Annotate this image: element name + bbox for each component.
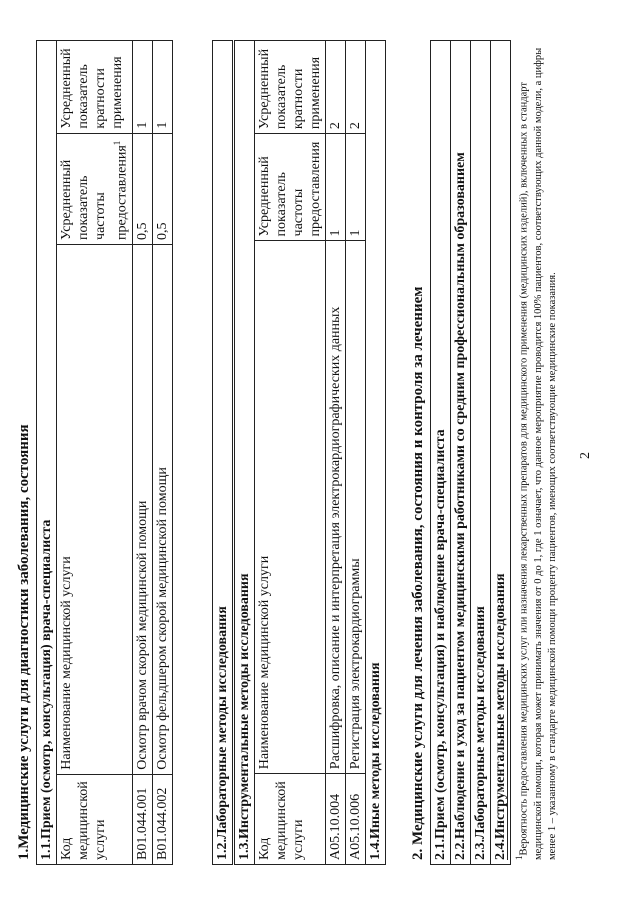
cell-mult: 2 [346, 41, 366, 134]
cell-name: Регистрация электрокардиограммы [346, 241, 366, 774]
header-freq: Усредненный показатель частоты предоставления [255, 134, 326, 241]
subsection-2-1-title: 2.1.Прием (осмотр, консультация) и наблюдение врача-специалиста [431, 41, 451, 865]
cell-mult: 1 [152, 41, 172, 134]
table-section-row [471, 41, 491, 865]
table-header-row [57, 41, 133, 865]
table-section-row [366, 41, 386, 865]
table-row [326, 41, 346, 865]
cell-name: Расшифровка, описание и интерпретация электрокардиографических данных [326, 241, 346, 774]
section-2-title: 2. Медицинские услуги для лечения заболевания, состояния и контроля за лечением [410, 286, 426, 860]
header-mult: Усредненный показатель кратности применения [57, 41, 133, 134]
footnote [512, 40, 560, 860]
subsection-2-3-title: 2.3.Лабораторные методы исследования [471, 41, 491, 865]
subsection-1-2-title: 1.2.Лабораторные методы исследования [213, 41, 233, 865]
table-1-1 [36, 40, 173, 865]
header-code: Код медицинской услуги [255, 774, 326, 865]
subsection-1-4-title: 1.4.Иные методы исследования [366, 41, 386, 865]
cell-freq: 1 [346, 134, 366, 241]
header-mult: Усредненный показатель кратности применения [255, 41, 326, 134]
footnote-text: Вероятность предоставления медицинских услуг или назначения лекарственных препаратов для медицинского применения (медицинских изделий), включенных в стандарт медицинской помощи, которая может принимать значения от 0 до 1, где 1 означает, что данное мероприятие проводится 100% пациентов, соответствующих данной модели, а цифры менее 1 – указанному в стандарте медицинской помощи проценту пациентов, имеющих соответствующие медицинские показания. [518, 47, 558, 860]
subsection-1-1-title: 1.1.Прием (осмотр, консультация) врача-специалиста [37, 41, 57, 865]
subsection-2-4-title: 2.4.Инструментальные методы исследования [491, 41, 511, 865]
table-1-3 [234, 40, 386, 865]
cell-code: B01.044.001 [132, 774, 152, 864]
cell-freq: 1 [326, 134, 346, 241]
table-section-row [431, 41, 451, 865]
cell-mult: 1 [132, 41, 152, 134]
table-section-row [235, 41, 255, 865]
footnote-mark: 1 [514, 855, 524, 860]
table-section-row [451, 41, 471, 865]
cell-code: A05.10.006 [346, 774, 366, 865]
page-number: 2 [578, 452, 593, 459]
cell-freq: 0,5 [152, 133, 172, 244]
subsection-1-3-title: 1.3.Инструментальные методы исследования [235, 41, 255, 865]
table-header-row [255, 41, 326, 865]
header-code: Код медицинской услуги [57, 774, 133, 864]
table-section-row [37, 41, 57, 865]
cell-freq: 0,5 [132, 133, 152, 244]
table-1-2 [212, 40, 233, 865]
cell-name: Осмотр врачом скорой медицинской помощи [132, 244, 152, 774]
table-2 [430, 40, 511, 865]
subsection-2-2-title: 2.2.Наблюдение и уход за пациентом медицинскими работниками со средним профессиональным образованием [451, 41, 471, 865]
table-row [132, 41, 152, 865]
table-row [152, 41, 172, 865]
table-row [346, 41, 366, 865]
section-1-title: 1.Медицинские услуги для диагностики заболевания, состояния [16, 424, 32, 860]
header-freq [57, 133, 133, 244]
cell-code: B01.044.002 [152, 774, 172, 864]
header-name: Наименование медицинской услуги [57, 244, 133, 774]
cell-code: A05.10.004 [326, 774, 346, 865]
cell-mult: 2 [326, 41, 346, 134]
footnote-divider [507, 670, 508, 860]
table-section-row [213, 41, 233, 865]
header-freq-text: Усредненный показатель частоты предоставления [59, 145, 130, 240]
footnote-ref: 1 [112, 140, 122, 146]
header-name: Наименование медицинской услуги [255, 241, 326, 774]
cell-name: Осмотр фельдшером скорой медицинской помощи [152, 244, 172, 774]
